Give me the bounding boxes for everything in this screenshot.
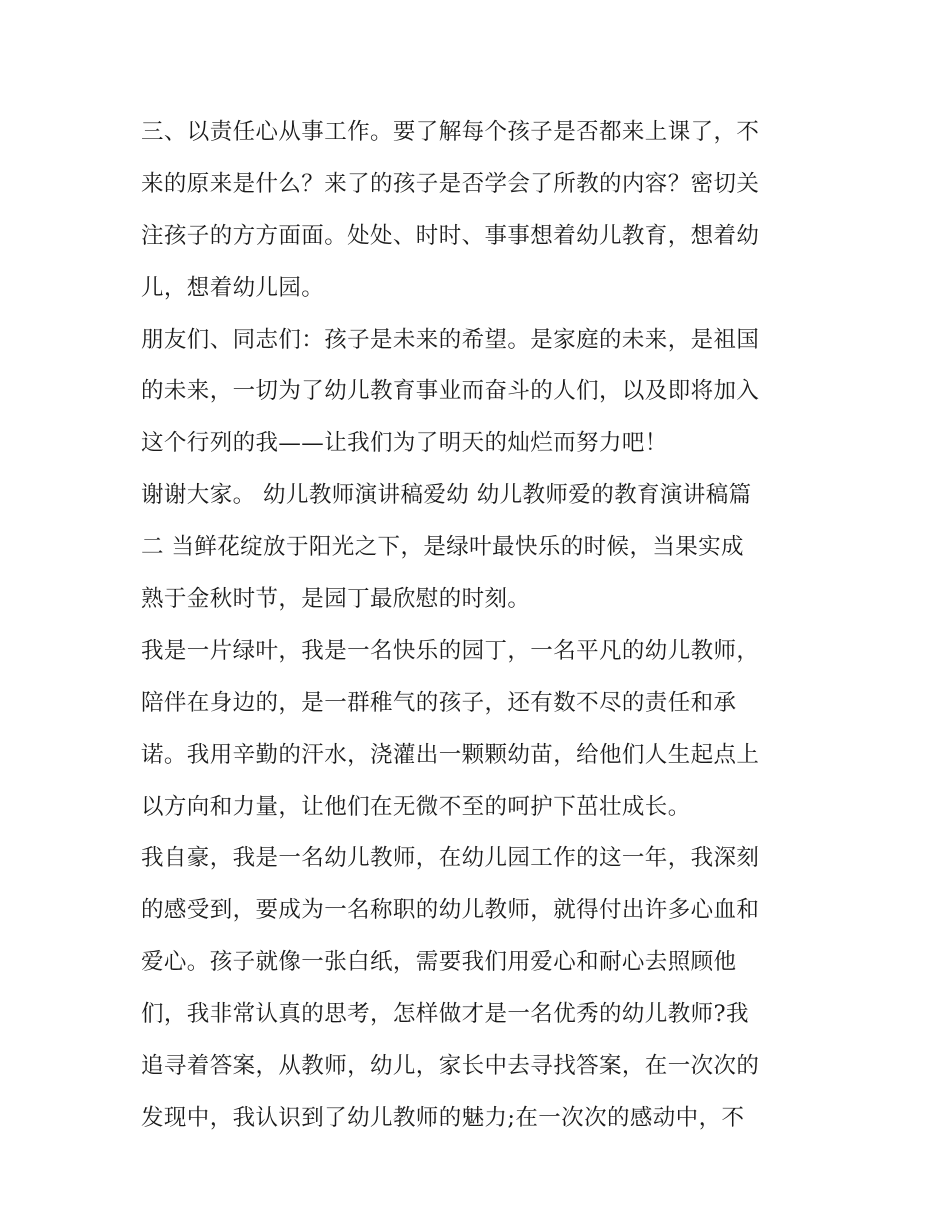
text-line: 谢谢大家。 幼儿教师演讲稿爱幼 幼儿教师爱的教育演讲稿篇 [141,482,752,509]
text-line: 来的原来是什么？来了的孩子是否学会了所教的内容？密切关 [141,170,760,197]
text-line: 儿，想着幼儿园。 [141,274,325,301]
text-line: 的未来，一切为了幼儿教育事业而奋斗的人们，以及即将加入 [141,378,760,405]
text-line: 我是一片绿叶，我是一名快乐的园丁，一名平凡的幼儿教师， [141,637,760,664]
document-body [141,107,811,1145]
text-line: 这个行列的我——让我们为了明天的灿烂而努力吧！ [141,430,668,457]
text-line: 诺。我用辛勤的汗水，浇灌出一颗颗幼苗，给他们人生起点上 [141,741,760,768]
text-line: 朋友们、同志们：孩子是未来的希望。是家庭的未来，是祖国 [141,326,760,353]
text-line: 们，我非常认真的思考，怎样做才是一名优秀的幼儿教师?我 [141,1001,749,1028]
text-line: 熟于金秋时节，是园丁最欣慰的时刻。 [141,586,531,613]
text-line: 发现中，我认识到了幼儿教师的魅力;在一次次的感动中，不 [141,1104,745,1131]
text-line: 三、以责任心从事工作。要了解每个孩子是否都来上课了，不 [141,119,760,145]
text-line: 以方向和力量，让他们在无微不至的呵护下茁壮成长。 [141,793,691,820]
text-line: 爱心。孩子就像一张白纸，需要我们用爱心和耐心去照顾他 [141,949,737,976]
text-line: 的感受到，要成为一名称职的幼儿教师，就得付出许多心血和 [141,897,760,924]
text-line: 陪伴在身边的，是一群稚气的孩子，还有数不尽的责任和承 [141,689,737,716]
text-line: 追寻着答案，从教师，幼儿，家长中去寻找答案，在一次次的 [141,1053,760,1080]
text-line: 我自豪，我是一名幼儿教师，在幼儿园工作的这一年，我深刻 [141,845,760,872]
text-line: 二 当鲜花绽放于阳光之下，是绿叶最快乐的时候，当果实成 [141,534,744,561]
text-line: 注孩子的方方面面。处处、时时、事事想着幼儿教育，想着幼 [141,222,760,249]
